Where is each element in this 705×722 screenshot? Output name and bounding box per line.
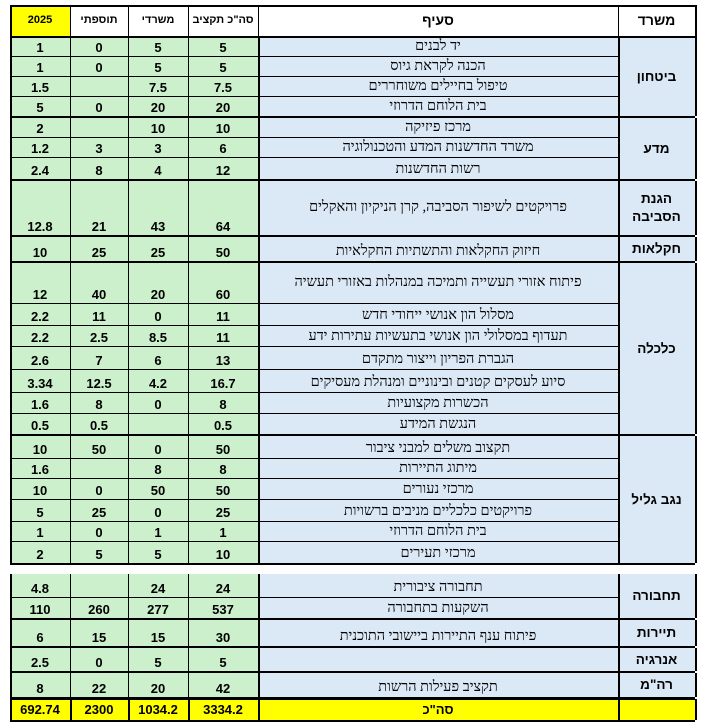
grid-line [695,574,697,618]
section-cell: סיוע לעסקים קטנים ובינוניים ומנהלת מעסיקים [310,374,566,390]
grid-line [10,38,12,116]
grid-line [258,436,260,563]
cell-total: 60 [215,287,231,302]
grid-line [695,673,697,697]
grid-line [128,699,130,720]
total-label: סה"כ [258,699,618,720]
grid-line [188,118,189,179]
cell-year: 3.34 [27,376,53,391]
grid-line [70,263,71,434]
cell-ministerial: 10 [150,121,166,136]
section-cell: מרכזי תעירים [400,545,476,561]
cell-additional: 0.5 [89,418,109,433]
cell-additional [70,76,128,96]
cell-additional: 3 [95,141,103,156]
grid-line [695,699,697,720]
section-cell: פרויקטים לשיפור הסביבה, קרן הניקיון והאקלים [309,199,567,215]
grid-line [188,648,189,671]
cell-additional: 0 [95,525,103,540]
cell-additional: 50 [91,442,107,457]
cell-additional: 260 [88,602,110,617]
total-total: 3334.2 [188,699,258,720]
ministry-cell: חקלאות [618,237,695,261]
cell-additional: 2.5 [89,330,109,345]
cell-ministerial: 3 [154,141,162,156]
grid-line [188,237,189,261]
grid-line [128,237,129,261]
grid-line [695,118,697,179]
cell-total: 8 [219,397,227,412]
grid-line [618,673,620,697]
cell-total: 50 [215,483,231,498]
cell-total: 24 [215,581,231,596]
cell-ministerial: 4 [154,163,162,178]
grid-line [188,38,189,116]
cell-total: 42 [215,681,231,696]
header-section: סעיף [258,5,618,36]
grid-line [618,574,620,618]
section-cell: הנגשת המידע [399,416,477,432]
cell-ministerial: 7.5 [148,80,168,95]
grid-line [10,5,12,38]
ministry-cell: נגב גליל [618,436,695,563]
grid-line [70,574,71,618]
cell-total: 10 [215,121,231,136]
grid-line [128,38,129,116]
cell-year: 2.2 [30,309,50,324]
cell-total: 10 [215,547,231,562]
cell-total: 11 [216,309,230,324]
cell-ministerial: 0 [154,309,162,324]
section-cell: בית הלוחם הדרוזי [389,523,487,539]
cell-additional: 11 [92,309,106,324]
cell-ministerial: 50 [150,483,166,498]
total-additional: 2300 [70,699,128,720]
section-cell: משרד החדשנות המדע והטכנולוגיה [342,139,534,155]
grid-line [695,620,697,646]
cell-total: 5 [219,40,227,55]
grid-line [10,237,12,261]
grid-line [70,699,72,720]
grid-line [258,181,260,235]
cell-total: 20 [215,100,231,115]
cell-ministerial: 0 [154,397,162,412]
cell-year: 10 [32,245,48,260]
section-cell: חיזוק החקלאות והתשתיות החקלאיות [335,243,541,259]
section-cell: מרכז פיזיקה [405,119,471,135]
grid-line [70,436,71,563]
grid-line [70,620,71,646]
cell-year: 6 [36,630,44,645]
cell-additional: 0 [95,60,103,75]
cell-additional: 8 [95,397,103,412]
grid-line [128,263,129,434]
cell-ministerial: 1 [154,525,162,540]
cell-ministerial: 5 [154,60,162,75]
ministry-cell: תחבורה [618,574,695,618]
cell-ministerial: 0 [154,442,162,457]
cell-ministerial: 25 [150,245,166,260]
cell-additional: 25 [91,505,107,520]
section-cell: מסלול הון אנושי ייחודי חדש [361,307,515,323]
cell-additional: 40 [91,287,107,302]
cell-total: 13 [215,353,231,368]
grid-line [128,574,129,618]
cell-additional: 0 [95,655,103,670]
cell-additional: 12.5 [86,376,112,391]
cell-year: 12 [32,287,48,302]
ministry-cell: ביטחון [618,38,695,116]
section-cell: מרכזי נעורים [402,481,474,497]
cell-ministerial: 5 [154,40,162,55]
cell-total: 1 [219,525,227,540]
cell-additional: 5 [95,547,103,562]
grid-line [618,620,620,646]
cell-year: 1 [36,60,44,75]
cell-year: 1.5 [30,80,50,95]
grid-line [258,699,260,720]
grid-line [128,181,129,235]
cell-year: 1.6 [30,397,50,412]
section-cell: תחבורה ציבורית [393,579,483,595]
grid-line [695,263,697,434]
grid-line [258,5,259,38]
cell-year: 2.4 [30,163,50,178]
section-cell: הכשרות מקצועיות [387,395,489,411]
grid-line [10,436,12,563]
cell-year: 8 [36,681,44,696]
grid-line [10,698,695,700]
ministry-cell: הגנת הסביבה [618,181,695,235]
cell-total: 11 [216,330,230,345]
grid-line [128,673,129,697]
header-total-budget: סה"כ תקציב [188,5,258,36]
header-additional: תוספתי [70,5,128,36]
grid-line [258,648,260,671]
cell-additional: 21 [91,219,107,234]
cell-year: 1 [36,525,44,540]
cell-total: 537 [212,602,234,617]
grid-line [128,5,129,38]
cell-total: 7.5 [213,80,233,95]
cell-total: 50 [215,245,231,260]
cell-additional: 7 [95,353,103,368]
grid-line [695,5,697,38]
grid-line [618,263,620,434]
grid-line [258,620,260,646]
section-cell: הגברת הפריון וייצור מתקדם [361,351,515,367]
cell-ministerial: 8.5 [148,330,168,345]
cell-year: 2.2 [30,330,50,345]
grid-line [695,648,697,671]
cell-year: 1 [36,40,44,55]
grid-line [188,673,189,697]
header-year: 2025 [10,5,70,36]
section-cell: הכנה לקראת גיוס [390,58,486,74]
grid-line [128,118,129,179]
cell-total: 64 [215,219,231,234]
cell-ministerial: 4.2 [148,376,168,391]
grid-line [10,620,12,646]
grid-line [618,181,620,235]
grid-line [188,620,189,646]
grid-line [10,263,12,434]
grid-line [258,673,260,697]
cell-ministerial: 20 [150,287,166,302]
cell-total: 30 [215,630,231,645]
cell-year: 4.8 [30,581,50,596]
section-cell: מיתוג התיירות [399,460,477,476]
grid-line [10,699,12,720]
cell-additional [70,118,128,137]
section-cell [262,648,614,671]
header-ministerial: משרדי [128,5,188,36]
grid-line [70,118,71,179]
grid-line [10,648,12,671]
cell-ministerial: 8 [154,462,162,477]
total-year: 692.74 [10,699,70,720]
cell-ministerial: 43 [150,219,166,234]
cell-additional: 22 [91,681,107,696]
section-cell: פיתוח אזורי תעשייה ותמיכה במנהלות באזורי תעשיה [294,274,582,290]
grid-line [128,436,129,563]
cell-ministerial: 15 [150,630,166,645]
grid-line [695,237,697,261]
grid-line [258,574,260,618]
grid-line [70,181,71,235]
grid-line [188,263,189,434]
grid-line [695,38,697,116]
cell-ministerial [128,413,188,434]
cell-year: 12.8 [27,219,53,234]
grid-line [618,118,620,179]
cell-additional: 0 [95,100,103,115]
section-cell: טיפול בחיילים משוחררים [368,78,508,94]
cell-total: 16.7 [210,376,236,391]
grid-line [70,237,71,261]
grid-line [258,38,260,116]
grid-line [618,5,619,38]
section-cell: תקציב פעילות הרשות [378,679,498,695]
grid-line [618,237,620,261]
grid-line [188,436,189,563]
grid-line [188,181,189,235]
section-cell: בית הלוחם הדרוזי [389,98,487,114]
cell-ministerial: 6 [154,353,162,368]
grid-line [258,118,260,179]
cell-ministerial: 24 [150,581,166,596]
cell-year: 5 [36,100,44,115]
section-cell: רשות החדשנות [395,161,481,177]
grid-line [10,574,12,618]
grid-line [128,620,129,646]
cell-ministerial: 0 [154,505,162,520]
cell-year: 10 [32,442,48,457]
grid-line [188,699,190,720]
grid-line [70,648,71,671]
grid-line [188,574,189,618]
cell-additional: 0 [95,483,103,498]
cell-ministerial: 20 [150,100,166,115]
grid-line [10,5,695,7]
grid-line [10,563,695,565]
cell-additional [70,458,128,478]
section-cell: פיתוח ענף התיירות ביישובי התוכנית [339,628,537,644]
total-ministry-cell [618,699,695,720]
cell-total: 0.5 [213,418,233,433]
cell-ministerial: 277 [147,602,169,617]
grid-line [258,263,260,434]
cell-total: 12 [215,163,231,178]
cell-ministerial: 5 [154,547,162,562]
header-ministry: משרד [618,5,695,36]
cell-year: 110 [29,602,51,617]
grid-line [70,5,71,38]
cell-total: 8 [219,462,227,477]
grid-line [695,436,697,563]
cell-year: 10 [32,483,48,498]
section-cell: תעדוף במסלולי הון אנושי בתעשיות עתירות ידע [308,328,568,344]
section-cell: תקצוב משלים למבני ציבור [365,440,511,456]
cell-total: 5 [219,655,227,670]
cell-additional: 0 [95,40,103,55]
grid-line [10,118,12,179]
ministry-cell: רה"מ [618,673,695,697]
grid-line [10,673,12,697]
grid-line [618,436,620,563]
cell-year: 2 [36,547,44,562]
cell-year: 5 [36,505,44,520]
cell-total: 6 [219,141,227,156]
cell-year: 2.6 [30,353,50,368]
cell-additional: 25 [91,245,107,260]
ministry-cell: תיירות [618,620,695,646]
grid-line [695,181,697,235]
cell-ministerial: 20 [150,681,166,696]
section-cell: פרויקטים כלכליים מניבים ברשויות [343,503,533,519]
grid-line [188,5,189,38]
cell-total: 50 [215,442,231,457]
cell-year: 1.2 [30,141,50,156]
cell-year: 1.6 [30,462,50,477]
cell-ministerial: 5 [154,655,162,670]
cell-year: 2 [36,121,44,136]
cell-year: 2.5 [30,655,50,670]
grid-line [10,181,12,235]
grid-line [258,237,260,261]
grid-line [128,648,129,671]
ministry-cell: מדע [618,118,695,179]
cell-total: 25 [215,505,231,520]
ministry-cell: אנרגיה [618,648,695,671]
total-ministerial: 1034.2 [128,699,188,720]
cell-additional: 15 [91,630,107,645]
grid-line [618,38,620,116]
cell-additional [70,574,128,597]
section-cell: יד לבנים [415,38,461,54]
grid-line [618,699,620,720]
section-cell: השקעות בתחבורה [387,600,489,616]
grid-line [618,648,620,671]
cell-total: 5 [219,60,227,75]
cell-additional: 8 [95,163,103,178]
grid-line [70,673,71,697]
ministry-cell: כלכלה [618,263,695,434]
cell-year: 0.5 [30,418,50,433]
grid-line [70,38,71,116]
